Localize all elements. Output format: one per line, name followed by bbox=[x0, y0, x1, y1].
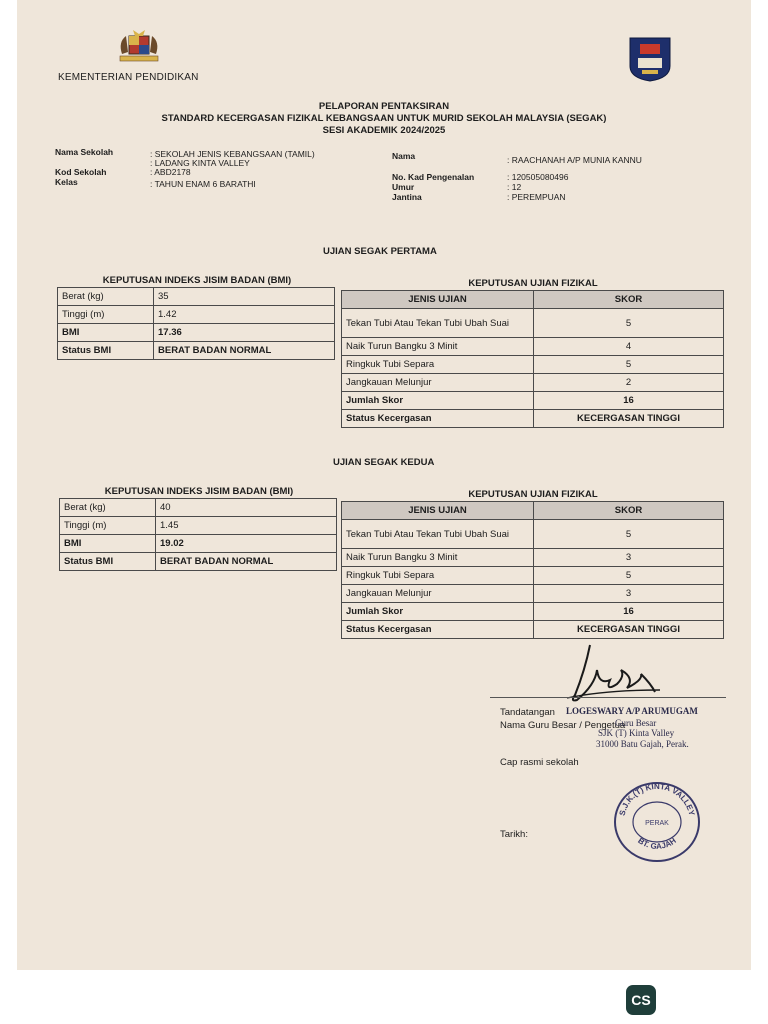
table-row: BMI 17.36 bbox=[58, 324, 335, 342]
table-row: Ringkuk Tubi Separa 5 bbox=[342, 567, 724, 585]
handwritten-signature-icon bbox=[555, 640, 665, 710]
table-row: BMI 19.02 bbox=[60, 535, 337, 553]
table-header-row: JENIS UJIAN SKOR bbox=[342, 291, 724, 309]
test2-heading: UJIAN SEGAK KEDUA bbox=[333, 457, 435, 468]
table-row: Tinggi (m) 1.42 bbox=[58, 306, 335, 324]
stamp-top-text: S.J.K.(T) KINTA VALLEY bbox=[617, 781, 697, 817]
gender-label: Jantina bbox=[392, 192, 422, 202]
table-row: Tekan Tubi Atau Tekan Tubi Ubah Suai 5 bbox=[342, 520, 724, 549]
table-row: Tekan Tubi Atau Tekan Tubi Ubah Suai 5 bbox=[342, 309, 724, 338]
age-label: Umur bbox=[392, 182, 415, 192]
table-row: Tinggi (m) 1.45 bbox=[60, 517, 337, 535]
student-name-label: Nama bbox=[392, 151, 416, 161]
signature-line bbox=[490, 697, 726, 698]
test2-fitness-table bbox=[341, 501, 724, 639]
test1-fitness-table bbox=[341, 290, 724, 428]
table-row: Jumlah Skor 16 bbox=[342, 392, 724, 410]
table-row: Status BMI BERAT BADAN NORMAL bbox=[60, 553, 337, 571]
date-label: Tarikh: bbox=[500, 829, 528, 840]
table-row: Jangkauan Melunjur 2 bbox=[342, 374, 724, 392]
class-value: : TAHUN ENAM 6 BARATHI bbox=[150, 179, 256, 189]
test1-heading: UJIAN SEGAK PERTAMA bbox=[323, 246, 437, 257]
stamp-address: 31000 Batu Gajah, Perak. bbox=[596, 739, 689, 749]
school-code-label: Kod Sekolah bbox=[55, 167, 107, 177]
table-row: Status Kecergasan KECERGASAN TINGGI bbox=[342, 621, 724, 639]
test1-bmi-caption: KEPUTUSAN INDEKS JISIM BADAN (BMI) bbox=[102, 275, 292, 286]
report-title bbox=[0, 101, 768, 137]
school-code-value: : ABD2178 bbox=[150, 167, 191, 177]
test1-bmi-table bbox=[57, 287, 335, 360]
school-label: Nama Sekolah bbox=[55, 147, 114, 157]
svg-text:S.J.K.(T) KINTA VALLEY bbox=[618, 782, 697, 817]
class-label: Kelas bbox=[55, 177, 78, 187]
table-row: Naik Turun Bangku 3 Minit 4 bbox=[342, 338, 724, 356]
table-row: Status Kecergasan KECERGASAN TINGGI bbox=[342, 410, 724, 428]
camscanner-badge: CS bbox=[626, 985, 656, 1015]
official-stamp-label: Cap rasmi sekolah bbox=[500, 757, 579, 768]
table-row: Ringkuk Tubi Separa 5 bbox=[342, 356, 724, 374]
ic-value: : 120505080496 bbox=[507, 172, 569, 182]
stamp-center-text: PERAK bbox=[645, 820, 669, 827]
test2-fitness-caption: KEPUTUSAN UJIAN FIZIKAL bbox=[468, 489, 598, 500]
gender-value: : PEREMPUAN bbox=[507, 192, 566, 202]
svg-text:BT. GAJAH bbox=[636, 836, 678, 851]
stamp-bottom-text: BT. GAJAH bbox=[636, 836, 678, 852]
signature-label: Tandatangan bbox=[500, 707, 555, 718]
table-header-row: JENIS UJIAN SKOR bbox=[342, 502, 724, 520]
student-name-value: : RAACHANAH A/P MUNIA KANNU bbox=[507, 155, 642, 165]
test2-bmi-table bbox=[59, 498, 337, 571]
school-round-stamp-icon bbox=[612, 780, 702, 864]
table-row: Jumlah Skor 16 bbox=[342, 603, 724, 621]
stamp-school-name: SJK (T) Kinta Valley bbox=[598, 728, 675, 738]
school-line2: : LADANG KINTA VALLEY bbox=[150, 158, 250, 168]
head-teacher-label: Nama Guru Besar / Pengetua bbox=[500, 720, 626, 731]
ministry-name: KEMENTERIAN PENDIDIKAN bbox=[58, 72, 199, 83]
table-row: Berat (kg) 35 bbox=[58, 288, 335, 306]
table-row: Naik Turun Bangku 3 Minit 3 bbox=[342, 549, 724, 567]
test1-fitness-caption: KEPUTUSAN UJIAN FIZIKAL bbox=[468, 278, 598, 289]
test2-bmi-caption: KEPUTUSAN INDEKS JISIM BADAN (BMI) bbox=[104, 486, 294, 497]
report-title-line2: STANDARD KECERGASAN FIZIKAL KEBANGSAAN UNTUK MURID SEKOLAH MALAYSIA (SEGAK) bbox=[161, 113, 607, 124]
ic-label: No. Kad Pengenalan bbox=[392, 172, 475, 182]
report-title-line1: PELAPORAN PENTAKSIRAN bbox=[318, 101, 450, 112]
school-logo-icon bbox=[628, 36, 672, 82]
age-value: : 12 bbox=[507, 182, 522, 192]
stamp-head-title: Guru Besar bbox=[615, 718, 657, 728]
report-title-line3: SESI AKADEMIK 2024/2025 bbox=[322, 125, 446, 136]
table-row: Jangkauan Melunjur 3 bbox=[342, 585, 724, 603]
coat-of-arms-icon bbox=[112, 28, 166, 64]
table-row: Status BMI BERAT BADAN NORMAL bbox=[58, 342, 335, 360]
stamp-head-name: LOGESWARY A/P ARUMUGAM bbox=[566, 706, 698, 716]
school-line1: : SEKOLAH JENIS KEBANGSAAN (TAMIL) bbox=[150, 149, 315, 159]
table-row: Berat (kg) 40 bbox=[60, 499, 337, 517]
